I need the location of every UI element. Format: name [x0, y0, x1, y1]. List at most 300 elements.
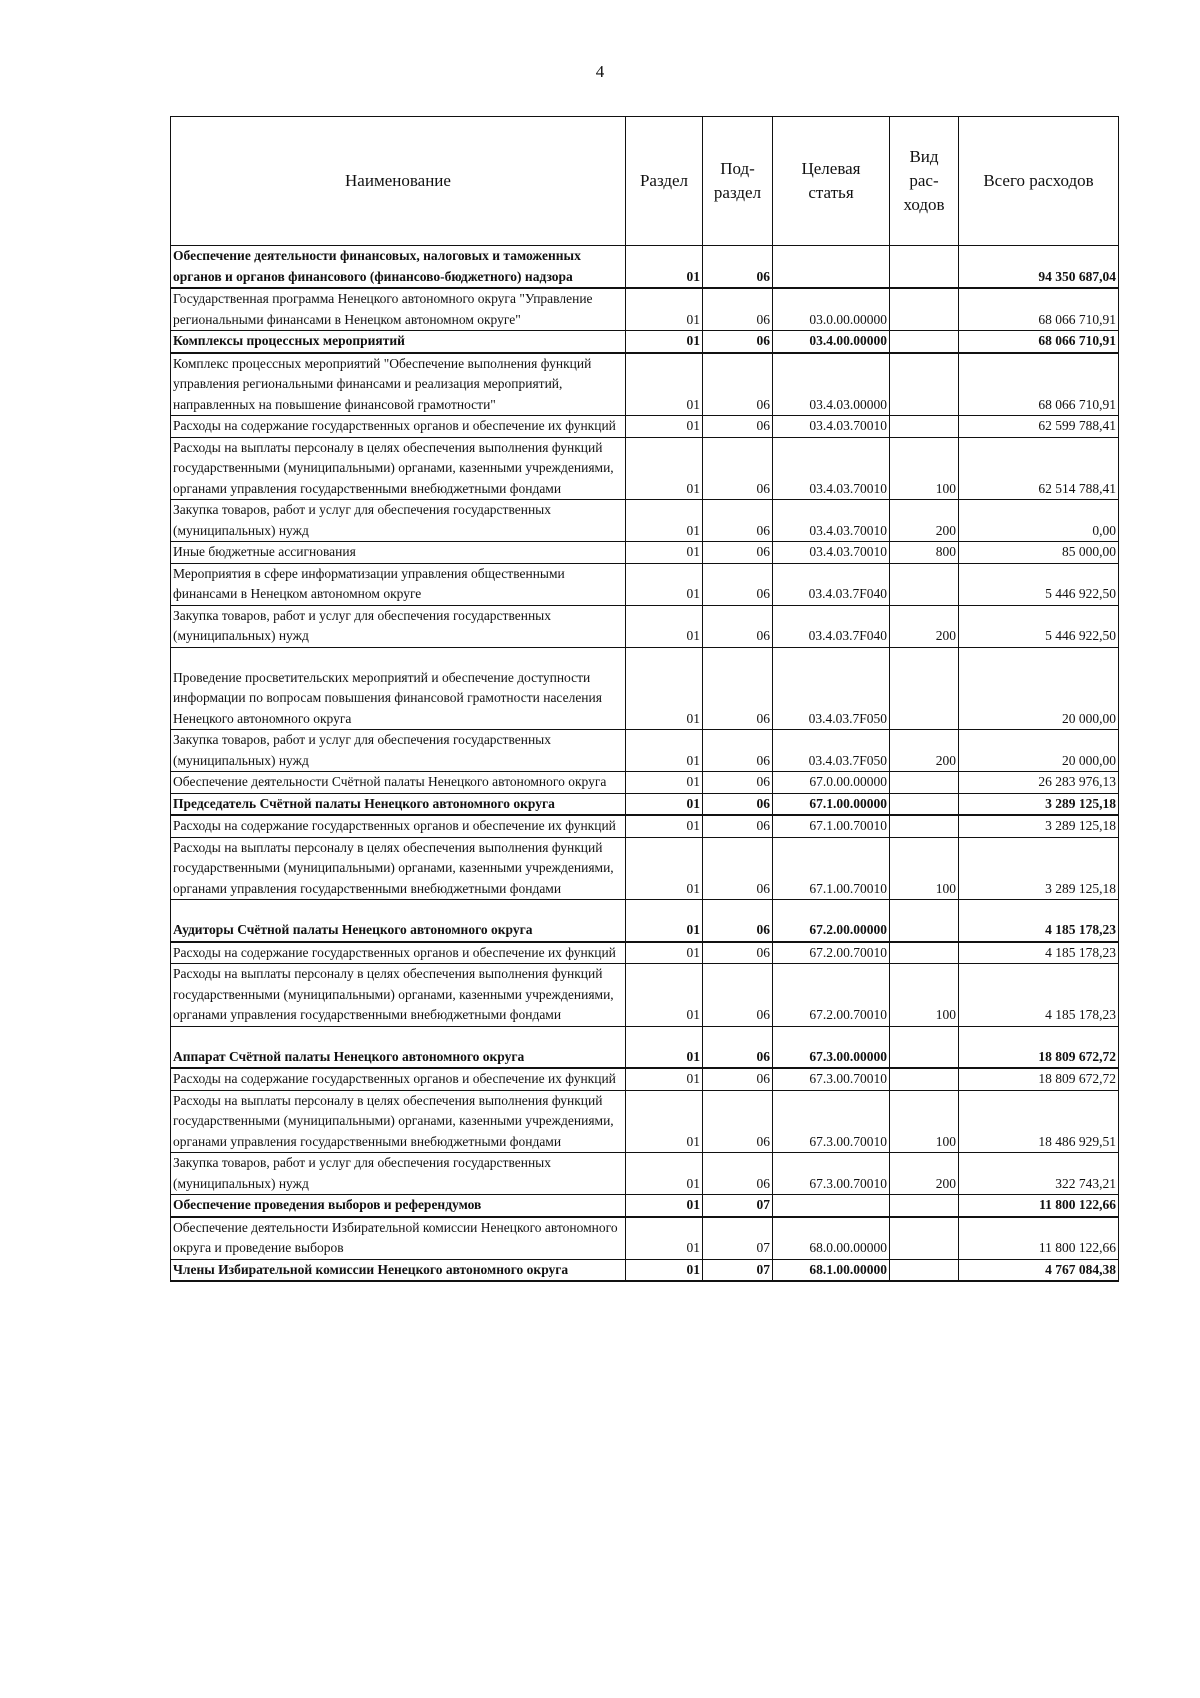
cell-total-text: 18 809 672,72: [1038, 1071, 1116, 1086]
cell-total: [959, 563, 1119, 605]
cell-total: [959, 331, 1119, 353]
cell-total-text: 26 283 976,13: [1038, 774, 1116, 789]
cell-type: [890, 647, 959, 730]
cell-total: [959, 605, 1119, 647]
cell-target: [773, 416, 890, 438]
cell-name-text: Обеспечение деятельности Счётной палаты Ненецкого автономного округа: [173, 774, 607, 789]
cell-name: [171, 1090, 626, 1153]
cell-section-text: 01: [686, 1071, 700, 1086]
cell-target: [773, 793, 890, 815]
cell-section: [626, 605, 703, 647]
cell-subsection: [703, 793, 773, 815]
cell-subsection-text: 06: [756, 1133, 770, 1149]
cell-section: [626, 793, 703, 815]
cell-subsection-text: 06: [756, 480, 770, 496]
cell-total-text: 322 743,21: [1055, 1175, 1116, 1191]
cell-total: [959, 1026, 1119, 1068]
cell-type: [890, 942, 959, 964]
cell-subsection-text: 06: [756, 944, 770, 960]
cell-total-text: 20 000,00: [1062, 752, 1116, 768]
table-row: [171, 793, 1119, 815]
cell-total: [959, 1259, 1119, 1281]
cell-subsection: [703, 1026, 773, 1068]
cell-name: [171, 837, 626, 900]
table-row: [171, 942, 1119, 964]
cell-target-text: 67.1.00.70010: [809, 880, 887, 896]
cell-target-text: 03.4.03.7F040: [808, 628, 887, 643]
cell-name-text: Обеспечение деятельности финансовых, налоговых и таможенных органов и органов финансового (финансово-бюджетного) надзора: [173, 248, 581, 284]
cell-total-text: 68 066 710,91: [1038, 396, 1116, 412]
table-row: [171, 964, 1119, 1027]
cell-name-text: Расходы на содержание государственных органов и обеспечение их функций: [173, 944, 616, 960]
cell-target-text: 68.0.00.00000: [809, 1240, 887, 1255]
cell-target: [773, 1026, 890, 1068]
cell-target-text: 03.4.03.00000: [809, 396, 887, 412]
cell-section-text: 01: [686, 1261, 700, 1277]
cell-total: [959, 772, 1119, 794]
cell-name: [171, 900, 626, 942]
cell-target: [773, 563, 890, 605]
cell-total: [959, 1195, 1119, 1217]
cell-name: [171, 1026, 626, 1068]
cell-target: [773, 605, 890, 647]
cell-name: [171, 353, 626, 416]
cell-total-text: 5 446 922,50: [1045, 628, 1116, 643]
cell-total-text: 94 350 687,04: [1038, 268, 1116, 284]
cell-subsection-text: 07: [756, 1240, 770, 1255]
table-row: [171, 563, 1119, 605]
cell-section-text: 01: [686, 1240, 700, 1255]
cell-type: [890, 500, 959, 542]
cell-total: [959, 964, 1119, 1027]
cell-name: [171, 288, 626, 331]
cell-name-text: Расходы на выплаты персоналу в целях обеспечения выполнения функций государственными (муниципальными) органами, казенными учреждениями, органами управления государственными внебюджетными фондами: [173, 1092, 614, 1149]
column-header-target: Целевая статья: [773, 117, 890, 246]
cell-section-text: 01: [686, 774, 700, 789]
cell-total: [959, 942, 1119, 964]
cell-total-text: 85 000,00: [1062, 544, 1116, 559]
cell-section: [626, 964, 703, 1027]
cell-subsection: [703, 542, 773, 564]
cell-name-text: Обеспечение проведения выборов и референдумов: [173, 1197, 482, 1212]
cell-total: [959, 353, 1119, 416]
cell-subsection: [703, 416, 773, 438]
cell-type: [890, 772, 959, 794]
cell-total-text: 5 446 922,50: [1045, 586, 1116, 601]
cell-target: [773, 730, 890, 772]
column-header-total: Всего расходов: [959, 117, 1119, 246]
cell-subsection: [703, 647, 773, 730]
cell-subsection: [703, 772, 773, 794]
cell-target: [773, 288, 890, 331]
cell-total-text: 3 289 125,18: [1045, 818, 1116, 833]
cell-target: [773, 772, 890, 794]
cell-type: [890, 1217, 959, 1260]
cell-section: [626, 772, 703, 794]
cell-type: [890, 730, 959, 772]
cell-name-text: Иные бюджетные ассигнования: [173, 544, 356, 559]
cell-target-text: 67.1.00.70010: [809, 818, 887, 833]
cell-section: [626, 837, 703, 900]
cell-target: [773, 964, 890, 1027]
cell-subsection-text: 06: [756, 628, 770, 643]
cell-total: [959, 1217, 1119, 1260]
cell-type-text: 100: [935, 1007, 956, 1022]
cell-type: [890, 605, 959, 647]
cell-name-text: Закупка товаров, работ и услуг для обеспечения государственных (муниципальных) нужд: [173, 732, 552, 768]
cell-type: [890, 1153, 959, 1195]
cell-total: [959, 730, 1119, 772]
cell-target: [773, 331, 890, 353]
cell-section-text: 01: [686, 1175, 700, 1191]
cell-name-text: Аппарат Счётной палаты Ненецкого автономного округа: [173, 1048, 525, 1064]
cell-section-text: 01: [686, 818, 700, 833]
cell-section-text: 01: [686, 880, 700, 896]
table-row: [171, 416, 1119, 438]
cell-target: [773, 437, 890, 500]
cell-name-text: Проведение просветительских мероприятий и обеспечение доступности информации по вопросам повышения финансовой грамотности населения Ненецкого автономного округа: [173, 669, 602, 726]
cell-section-text: 01: [686, 333, 700, 348]
table-row: [171, 353, 1119, 416]
cell-target: [773, 1217, 890, 1260]
row-spacer: [173, 1027, 623, 1047]
cell-target-text: 67.0.00.00000: [809, 774, 887, 789]
cell-target-text: 03.4.03.70010: [809, 480, 887, 496]
cell-total-text: 11 800 122,66: [1039, 1197, 1116, 1212]
cell-type: [890, 815, 959, 837]
cell-subsection: [703, 353, 773, 416]
column-header-type: Вид рас- ходов: [890, 117, 959, 246]
table-row: [171, 837, 1119, 900]
cell-type: [890, 1195, 959, 1217]
cell-name: [171, 416, 626, 438]
cell-section: [626, 542, 703, 564]
cell-type-text: 100: [935, 880, 956, 896]
cell-subsection: [703, 730, 773, 772]
cell-section-text: 01: [686, 1048, 700, 1064]
cell-target: [773, 500, 890, 542]
cell-target-text: 67.2.00.70010: [809, 1007, 887, 1022]
cell-subsection-text: 06: [756, 1071, 770, 1086]
cell-total: [959, 793, 1119, 815]
table-row: [171, 605, 1119, 647]
cell-name: [171, 647, 626, 730]
table-row: [171, 900, 1119, 942]
cell-name: [171, 1195, 626, 1217]
cell-section-text: 01: [686, 522, 700, 538]
cell-subsection-text: 06: [756, 333, 770, 348]
cell-subsection-text: 06: [756, 752, 770, 768]
cell-type: [890, 1026, 959, 1068]
cell-section-text: 01: [686, 544, 700, 559]
table-row: [171, 437, 1119, 500]
cell-total-text: 18 486 929,51: [1038, 1133, 1116, 1149]
cell-total: [959, 500, 1119, 542]
cell-section-text: 01: [686, 752, 700, 768]
cell-subsection: [703, 246, 773, 289]
cell-target-text: 67.2.00.00000: [809, 922, 887, 937]
cell-type: [890, 437, 959, 500]
cell-subsection: [703, 1195, 773, 1217]
cell-target: [773, 1195, 890, 1217]
column-header-subsection: Под- раздел: [703, 117, 773, 246]
cell-target: [773, 542, 890, 564]
cell-target-text: 67.3.00.00000: [809, 1048, 887, 1064]
cell-subsection: [703, 1090, 773, 1153]
cell-section-text: 01: [686, 922, 700, 937]
cell-subsection: [703, 1153, 773, 1195]
cell-section: [626, 900, 703, 942]
cell-subsection-text: 06: [756, 880, 770, 896]
cell-section: [626, 1068, 703, 1090]
cell-total-text: 4 185 178,23: [1045, 922, 1116, 937]
cell-subsection-text: 07: [756, 1197, 770, 1212]
table-row: [171, 331, 1119, 353]
cell-target-text: 03.4.03.70010: [809, 418, 887, 433]
cell-subsection: [703, 563, 773, 605]
cell-total-text: 11 800 122,66: [1038, 1240, 1116, 1255]
cell-name-text: Обеспечение деятельности Избирательной комиссии Ненецкого автономного округа и проведение выборов: [173, 1219, 618, 1255]
cell-subsection-text: 06: [756, 418, 770, 433]
cell-target: [773, 1259, 890, 1281]
cell-target-text: 03.4.03.70010: [809, 544, 887, 559]
cell-total: [959, 1068, 1119, 1090]
cell-target-text: 67.2.00.70010: [809, 944, 887, 960]
cell-target-text: 67.3.00.70010: [809, 1071, 887, 1086]
cell-subsection-text: 06: [756, 710, 770, 726]
cell-section-text: 01: [686, 268, 700, 284]
cell-section: [626, 1026, 703, 1068]
cell-name: [171, 793, 626, 815]
cell-type: [890, 1090, 959, 1153]
cell-subsection: [703, 1217, 773, 1260]
cell-target-text: 67.3.00.70010: [809, 1133, 887, 1149]
cell-target: [773, 246, 890, 289]
cell-section-text: 01: [686, 418, 700, 433]
cell-subsection: [703, 942, 773, 964]
cell-target: [773, 647, 890, 730]
cell-total-text: 4 185 178,23: [1045, 944, 1116, 960]
column-header-name: Наименование: [171, 117, 626, 246]
table-row: [171, 772, 1119, 794]
cell-name-text: Государственная программа Ненецкого автономного округа "Управление региональными финансами в Ненецком автономном округе": [173, 291, 593, 327]
cell-section: [626, 815, 703, 837]
table-row: [171, 246, 1119, 289]
cell-name: [171, 331, 626, 353]
cell-name-text: Расходы на содержание государственных органов и обеспечение их функций: [173, 818, 616, 833]
cell-name: [171, 1259, 626, 1281]
cell-total-text: 20 000,00: [1062, 710, 1116, 726]
cell-section-text: 01: [686, 795, 700, 811]
cell-subsection: [703, 964, 773, 1027]
cell-type-text: 100: [935, 480, 956, 496]
cell-total: [959, 437, 1119, 500]
cell-total-text: 62 599 788,41: [1038, 418, 1116, 433]
cell-section-text: 01: [686, 480, 700, 496]
table-row: [171, 1090, 1119, 1153]
cell-section-text: 01: [686, 1007, 700, 1022]
table-row: [171, 542, 1119, 564]
cell-name: [171, 1068, 626, 1090]
cell-type: [890, 563, 959, 605]
cell-name-text: Закупка товаров, работ и услуг для обеспечения государственных (муниципальных) нужд: [173, 1155, 552, 1191]
cell-section-text: 01: [686, 1197, 700, 1212]
cell-name: [171, 730, 626, 772]
cell-type: [890, 964, 959, 1027]
cell-total-text: 68 066 710,91: [1038, 333, 1116, 348]
cell-total: [959, 900, 1119, 942]
cell-type: [890, 1068, 959, 1090]
cell-subsection: [703, 900, 773, 942]
cell-name-text: Расходы на содержание государственных органов и обеспечение их функций: [173, 418, 616, 433]
cell-subsection-text: 06: [756, 522, 770, 538]
cell-name: [171, 815, 626, 837]
table-row: [171, 1153, 1119, 1195]
table-row: [171, 288, 1119, 331]
cell-section: [626, 730, 703, 772]
cell-target-text: 03.4.03.7F050: [808, 752, 887, 768]
cell-name-text: Председатель Счётной палаты Ненецкого автономного округа: [173, 795, 555, 811]
cell-target: [773, 1068, 890, 1090]
cell-target: [773, 1090, 890, 1153]
cell-type: [890, 793, 959, 815]
cell-total: [959, 416, 1119, 438]
table-row: [171, 1259, 1119, 1281]
cell-section: [626, 353, 703, 416]
cell-section-text: 01: [686, 710, 700, 726]
table-body: [171, 246, 1119, 1282]
cell-total: [959, 1153, 1119, 1195]
cell-subsection-text: 06: [756, 268, 770, 284]
cell-name-text: Расходы на выплаты персоналу в целях обеспечения выполнения функций государственными (муниципальными) органами, казенными учреждениями, органами управления государственными внебюджетными фондами: [173, 439, 614, 496]
cell-subsection-text: 06: [756, 922, 770, 937]
cell-type-text: 200: [935, 628, 956, 643]
cell-target: [773, 1153, 890, 1195]
cell-total-text: 3 289 125,18: [1045, 880, 1116, 896]
cell-target: [773, 942, 890, 964]
cell-type-text: 200: [935, 522, 956, 538]
row-spacer: [173, 900, 623, 920]
cell-target-text: 03.0.00.00000: [809, 311, 887, 327]
cell-target-text: 67.1.00.00000: [809, 795, 887, 811]
table-row: [171, 1217, 1119, 1260]
cell-type: [890, 837, 959, 900]
cell-total-text: 68 066 710,91: [1038, 311, 1116, 327]
budget-table: [170, 116, 1119, 1282]
cell-target-text: 67.3.00.70010: [809, 1175, 887, 1191]
cell-name: [171, 772, 626, 794]
cell-name: [171, 1153, 626, 1195]
cell-subsection: [703, 331, 773, 353]
cell-section-text: 01: [686, 396, 700, 412]
cell-section: [626, 246, 703, 289]
cell-subsection-text: 06: [756, 795, 770, 811]
cell-subsection: [703, 1259, 773, 1281]
cell-subsection-text: 06: [756, 1175, 770, 1191]
cell-subsection-text: 06: [756, 396, 770, 412]
cell-section: [626, 1217, 703, 1260]
cell-target-text: 68.1.00.00000: [809, 1261, 887, 1277]
cell-section: [626, 1259, 703, 1281]
column-header-section: Раздел: [626, 117, 703, 246]
table-row: [171, 500, 1119, 542]
cell-subsection-text: 06: [756, 544, 770, 559]
cell-type-text: 800: [935, 544, 956, 559]
cell-subsection-text: 06: [756, 311, 770, 327]
cell-target: [773, 900, 890, 942]
cell-name-text: Закупка товаров, работ и услуг для обеспечения государственных (муниципальных) нужд: [173, 607, 552, 643]
cell-type: [890, 246, 959, 289]
cell-name-text: Комплексы процессных мероприятий: [173, 333, 405, 348]
cell-subsection-text: 07: [756, 1261, 770, 1277]
cell-section: [626, 647, 703, 730]
cell-section-text: 01: [686, 586, 700, 601]
cell-name: [171, 500, 626, 542]
cell-section: [626, 563, 703, 605]
page-number: 4: [595, 62, 605, 81]
cell-name-text: Мероприятия в сфере информатизации управления общественными финансами в Ненецком автономном округе: [173, 565, 565, 601]
cell-name: [171, 942, 626, 964]
cell-section-text: 01: [686, 628, 700, 643]
cell-name: [171, 246, 626, 289]
cell-name: [171, 437, 626, 500]
table-row: [171, 815, 1119, 837]
cell-total: [959, 246, 1119, 289]
cell-subsection-text: 06: [756, 774, 770, 789]
cell-type: [890, 353, 959, 416]
cell-total-text: 4 185 178,23: [1045, 1007, 1116, 1022]
cell-total-text: 0,00: [1092, 522, 1116, 538]
cell-section: [626, 416, 703, 438]
table-header-row: [171, 117, 1119, 246]
cell-total: [959, 647, 1119, 730]
cell-subsection-text: 06: [756, 586, 770, 601]
cell-section: [626, 1195, 703, 1217]
cell-target-text: 03.4.00.00000: [809, 333, 887, 348]
cell-section: [626, 331, 703, 353]
cell-type-text: 200: [935, 752, 956, 768]
cell-name: [171, 1217, 626, 1260]
cell-section-text: 01: [686, 311, 700, 327]
cell-target-text: 03.4.03.7F050: [808, 710, 887, 726]
cell-total: [959, 288, 1119, 331]
cell-name-text: Расходы на выплаты персоналу в целях обеспечения выполнения функций государственными (муниципальными) органами, казенными учреждениями, органами управления государственными внебюджетными фондами: [173, 839, 614, 896]
cell-target: [773, 353, 890, 416]
table-row: [171, 1026, 1119, 1068]
cell-subsection: [703, 1068, 773, 1090]
cell-subsection: [703, 605, 773, 647]
cell-subsection: [703, 288, 773, 331]
cell-total: [959, 1090, 1119, 1153]
cell-section: [626, 437, 703, 500]
cell-name-text: Аудиторы Счётной палаты Ненецкого автономного округа: [173, 922, 533, 937]
cell-subsection-text: 06: [756, 1007, 770, 1022]
cell-section: [626, 942, 703, 964]
cell-name-text: Расходы на выплаты персоналу в целях обеспечения выполнения функций государственными (муниципальными) органами, казенными учреждениями, органами управления государственными внебюджетными фондами: [173, 966, 614, 1022]
cell-type: [890, 1259, 959, 1281]
cell-section: [626, 1153, 703, 1195]
cell-target-text: 03.4.03.7F040: [808, 586, 887, 601]
cell-total-text: 18 809 672,72: [1038, 1048, 1116, 1064]
cell-subsection-text: 06: [756, 1048, 770, 1064]
cell-subsection-text: 06: [756, 818, 770, 833]
table-row: [171, 730, 1119, 772]
cell-total: [959, 542, 1119, 564]
cell-name: [171, 542, 626, 564]
cell-section: [626, 288, 703, 331]
cell-name-text: Комплекс процессных мероприятий "Обеспечение выполнения функций управления региональными финансами и реализация мероприятий, направленных на повышение финансовой грамотности": [173, 355, 592, 412]
cell-section: [626, 1090, 703, 1153]
